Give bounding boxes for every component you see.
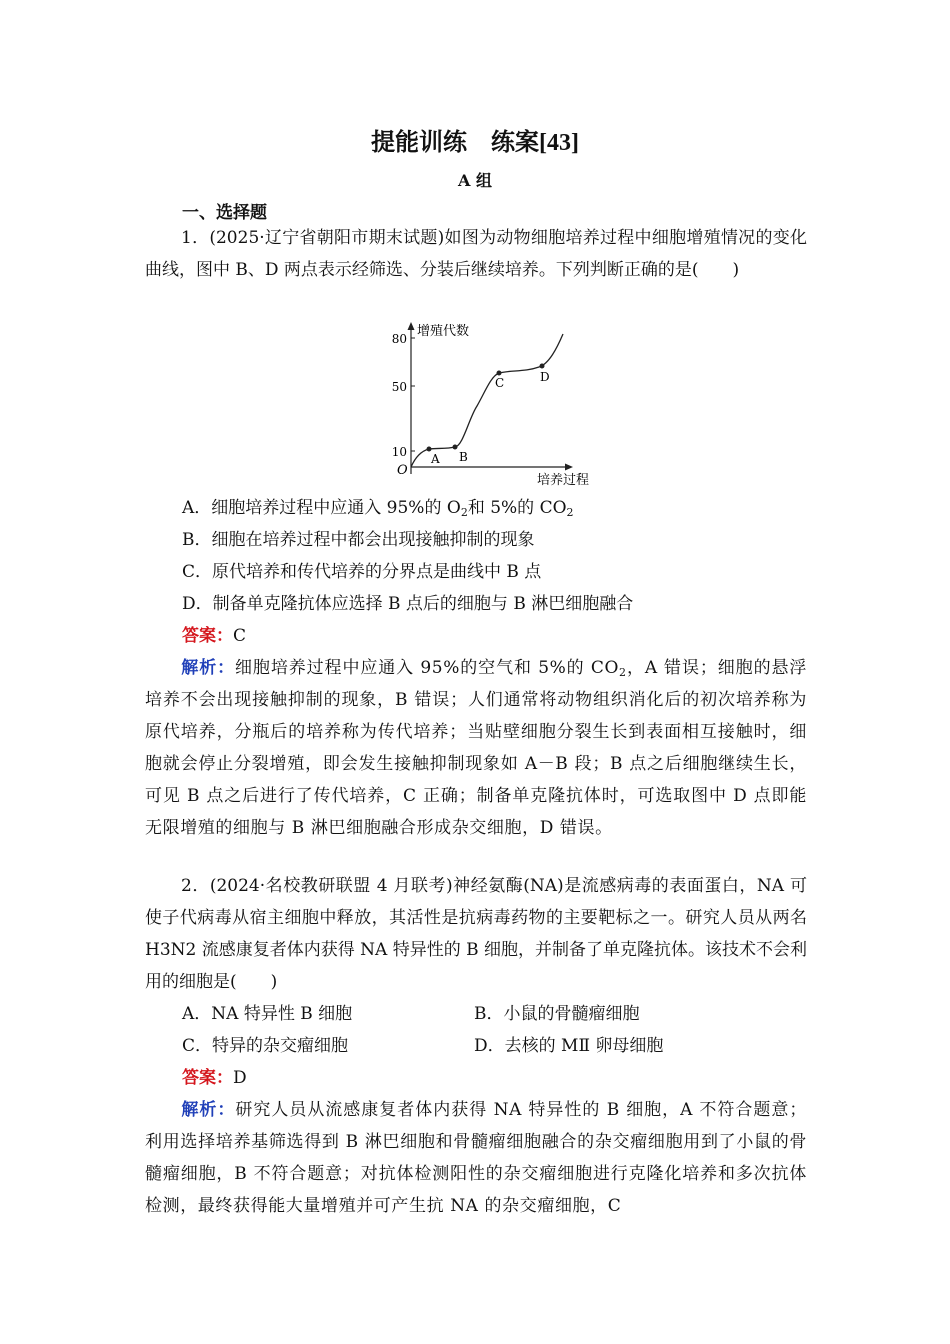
q1-explanation: 解析：细胞培养过程中应通入 95%的空气和 5%的 $CO_2$，A 错误；细胞的悬浮培养不会出现接触抑制的现象，B 错误；人们通常将动物组织消化后的初次培养称为原代培养，分瓶后的培养称为传代培养；当贴壁细胞分裂生长到表面相互接触时，细胞就会停止分裂增殖，即会发生接触抑制现象如 A－B 段；B 点之后细胞继续生长，可见 B 点之后进行了传代培养，C 正确；制备单克隆抗体时，可选取图中 D 点即能无限增殖的细胞与 B 淋巴细胞融合形成杂交细胞，D 错误。 [145,658,807,838]
q2-answer: 答案：D [182,1068,247,1088]
group-label: A 组 [458,171,492,190]
point-b [453,445,458,450]
y-axis-arrow [408,322,415,330]
point-c [497,371,502,376]
q1-answer: 答案：C [182,626,247,646]
q2-option-d: D．去核的 MⅡ 卵母细胞 [474,1036,664,1056]
tick-label-10: 10 [391,445,407,459]
q2-stem: 2．(2024·名校教研联盟 4 月联考)神经氨酶(NA)是流感病毒的表面蛋白，NA 可使子代病毒从宿主细胞中释放，其活性是抗病毒药物的主要靶标之一。研究人员从两名 H3N2 流感康复者体内获得 NA 特异性的 B 细胞，并制备了单克隆抗体。该技术不会利用的细胞是( ) [145,876,807,992]
chart-ylabel: 增殖代数 [417,324,470,339]
section-heading: 一、选择题 [182,203,267,223]
answer-label: 答案： [182,1068,233,1088]
growth-curve [411,334,563,467]
tick-label-80: 80 [391,332,407,346]
q1-option-a: A．细胞培养过程中应通入 95%的 $O_2$和 5%的 $CO_2$ [182,498,574,519]
explanation-label: 解析： [181,1100,236,1120]
chart-xlabel: 培养过程 [537,473,590,488]
answer-label: 答案： [182,626,233,646]
point-label-a: A [431,452,440,466]
page-title: 提能训练 练案[43] [371,130,579,156]
point-label-c: C [495,376,505,390]
q1-option-c: C．原代培养和传代培养的分界点是曲线中 B 点 [182,562,542,582]
tick-label-50: 50 [391,380,407,394]
q1-stem: 1．(2025·辽宁省朝阳市期末试题)如图为动物细胞培养过程中细胞增殖情况的变化曲线，图中 B、D 两点表示经筛选、分装后继续培养。下列判断正确的是( ) [145,228,807,280]
q2-option-a: A．NA 特异性 B 细胞 [182,1004,353,1024]
x-axis-arrow [565,464,573,471]
point-d [540,364,545,369]
q1-chart [385,318,610,490]
chart-origin: O [397,463,408,478]
point-a [427,447,432,452]
q2-option-b: B．小鼠的骨髓瘤细胞 [474,1004,640,1024]
q1-option-b: B．细胞在培养过程中都会出现接触抑制的现象 [182,530,535,550]
point-label-b: B [459,450,468,464]
q2-option-c: C．特异的杂交瘤细胞 [182,1036,349,1056]
q1-option-d: D．制备单克隆抗体应选择 B 点后的细胞与 B 淋巴细胞融合 [182,594,634,614]
q2-explanation: 解析：研究人员从流感康复者体内获得 NA 特异性的 B 细胞，A 不符合题意；利用选择培养基筛选得到 B 淋巴细胞和骨髓瘤细胞融合的杂交瘤细胞用到了小鼠的骨髓瘤细胞，B 不符合题意；对抗体检测阳性的杂交瘤细胞进行克隆化培养和多次抗体检测，最终获得能大量增殖并可产生抗 NA 的杂交瘤细胞，C [145,1100,807,1216]
point-label-d: D [540,370,550,384]
explanation-label: 解析： [181,658,236,678]
